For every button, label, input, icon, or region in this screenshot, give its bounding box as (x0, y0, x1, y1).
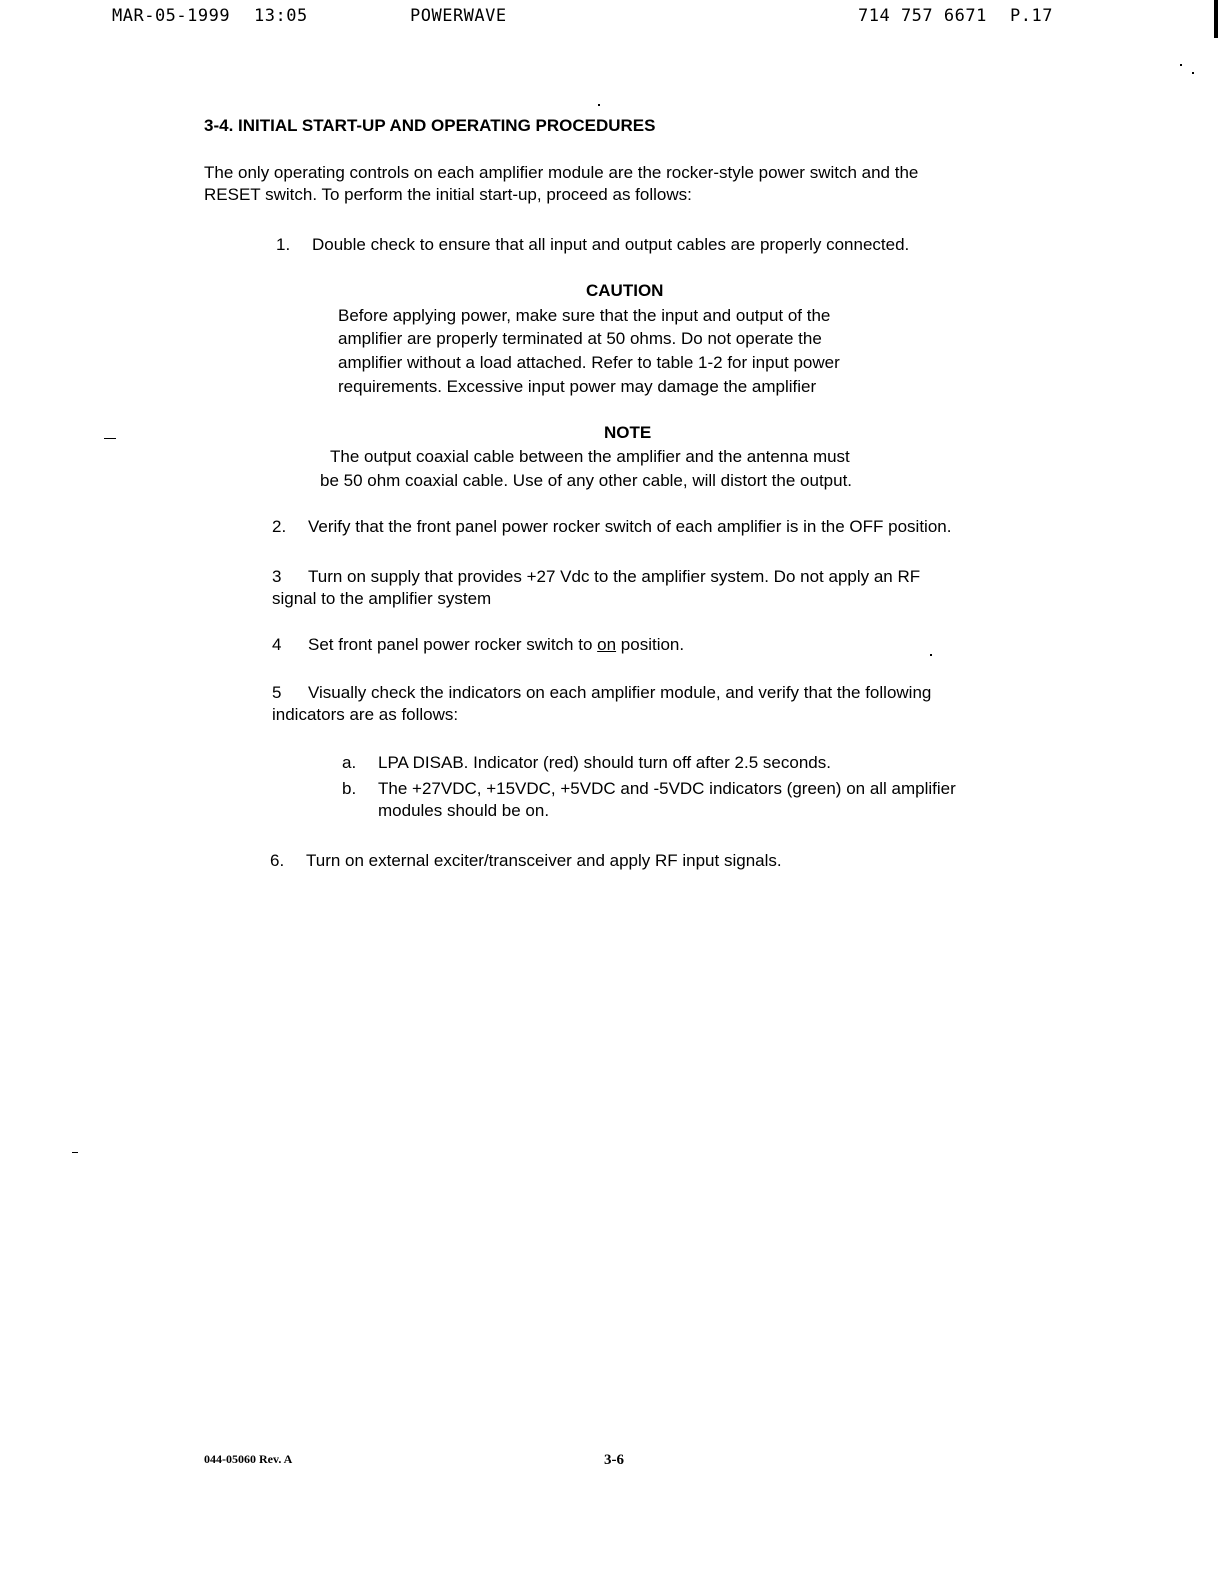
step-4-text (308, 634, 684, 656)
step-5-line-1: Visually check the indicators on each amplifier module, and verify that the following (308, 683, 932, 702)
step-5a-label: a. (342, 753, 357, 772)
step-3-line-1: Turn on supply that provides +27 Vdc to the amplifier system. Do not apply an RF (308, 567, 921, 586)
fax-time: 13:05 (254, 6, 308, 26)
caution-line-1: Before applying power, make sure that the input and output of the (338, 306, 831, 325)
fax-edge-mark (1214, 0, 1218, 38)
fax-sender: POWERWAVE (410, 6, 507, 26)
caution-line-3: amplifier without a load attached. Refer to table 1-2 for input power (338, 353, 840, 372)
intro-line-1: The only operating controls on each amplifier module are the rocker-style power switch and the (204, 163, 919, 182)
fax-date: MAR-05-1999 (112, 6, 231, 26)
intro-line-2: RESET switch. To perform the initial start-up, proceed as follows: (204, 185, 692, 204)
step-3-line-2: signal to the amplifier system (272, 589, 492, 608)
step-5-line-2: indicators are as follows: (272, 705, 459, 724)
note-title: NOTE (604, 423, 652, 442)
fax-page: P.17 (1010, 6, 1053, 26)
caution-line-4: requirements. Excessive input power may damage the amplifier (338, 377, 817, 396)
step-4-text-before: Set front panel power rocker switch to (308, 635, 598, 654)
step-5b-line-1: The +27VDC, +15VDC, +5VDC and -5VDC indicators (green) on all amplifier (378, 779, 956, 798)
step-6-text: Turn on external exciter/transceiver and apply RF input signals. (306, 851, 782, 870)
footer-page-number: 3-6 (604, 1452, 624, 1468)
step-1-number: 1. (276, 235, 291, 254)
section-title: 3-4. INITIAL START-UP AND OPERATING PROCEDURES (204, 116, 656, 135)
note-line-2: be 50 ohm coaxial cable. Use of any other cable, will distort the output. (320, 471, 853, 490)
step-5a-text: LPA DISAB. Indicator (red) should turn off after 2.5 seconds. (378, 753, 831, 772)
step-2-text: Verify that the front panel power rocker switch of each amplifier is in the OFF position. (308, 517, 952, 536)
caution-title: CAUTION (586, 281, 664, 300)
fax-phone: 714 757 6671 (858, 6, 987, 26)
scan-speck (1180, 64, 1182, 66)
note-line-1: The output coaxial cable between the amplifier and the antenna must (330, 447, 850, 466)
step-5b-line-2: modules should be on. (378, 801, 550, 820)
scan-speck (930, 654, 932, 656)
step-4-text-after: position. (616, 635, 685, 654)
caution-line-2: amplifier are properly terminated at 50 ohms. Do not operate the (338, 329, 822, 348)
step-1-text: Double check to ensure that all input and output cables are properly connected. (312, 235, 910, 254)
scan-speck (104, 438, 116, 439)
step-5b-label: b. (342, 779, 357, 798)
scan-speck (72, 1152, 78, 1153)
scan-speck (1192, 72, 1194, 74)
step-6-number: 6. (270, 851, 285, 870)
step-3-number: 3 (272, 567, 282, 586)
step-4-on-word: on (597, 635, 617, 654)
scan-speck (598, 104, 600, 106)
step-5-number: 5 (272, 683, 282, 702)
step-4-number: 4 (272, 635, 282, 654)
footer-doc-number: 044-05060 Rev. A (204, 1452, 293, 1466)
step-2-number: 2. (272, 517, 287, 536)
